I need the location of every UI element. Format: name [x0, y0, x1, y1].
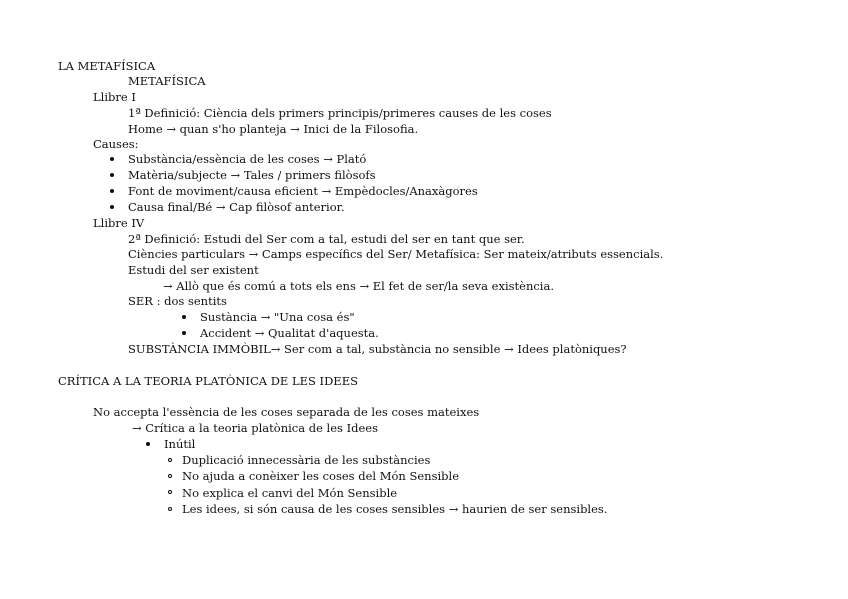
home-line: Home → quan s'ho planteja → Inici de la Filosofia.	[128, 122, 419, 136]
critique-point: No explica el canvi del Món Sensible	[182, 486, 398, 500]
critique-point: Les idees, si són causa de les coses sensibles → haurien de ser sensibles.	[182, 502, 608, 516]
bullet-icon	[110, 173, 114, 177]
circle-bullet-icon	[168, 490, 172, 494]
bullet-icon	[182, 331, 186, 335]
definition-1: 1ª Definició: Ciència dels primers principis/primeres causes de les coses	[128, 106, 552, 120]
critique-point: No ajuda a conèixer les coses del Món Sensible	[182, 469, 459, 483]
estudi-line: Estudi del ser existent	[128, 263, 259, 277]
substancia-line: SUBSTÀNCIA IMMÒBIL→ Ser com a tal, substància no sensible → Idees platòniques?	[128, 342, 627, 356]
bullet-icon	[110, 189, 114, 193]
causes-title: Causes:	[93, 137, 139, 151]
cause-item: Causa final/Bé → Cap filòsof anterior.	[128, 200, 345, 214]
critica-heading: CRÍTICA A LA TEORIA PLATÒNICA DE LES IDEES	[58, 374, 358, 388]
bullet-icon	[146, 442, 150, 446]
sentit-item: Sustància → "Una cosa és"	[200, 310, 355, 324]
bullet-icon	[110, 205, 114, 209]
subheading: METAFÍSICA	[128, 74, 206, 88]
sentit-item: Accident → Qualitat d'aquesta.	[200, 326, 379, 340]
bullet-icon	[110, 157, 114, 161]
definition-2: 2ª Definició: Estudi del Ser com a tal, estudi del ser en tant que ser.	[128, 232, 525, 246]
section-heading: LA METAFÍSICA	[58, 59, 156, 73]
cause-item: Matèria/subjecte → Tales / primers filòsofs	[128, 168, 376, 182]
llibre-1-title: Llibre I	[93, 90, 136, 104]
bullet-icon	[182, 315, 186, 319]
cause-item: Font de moviment/causa eficient → Empèdocles/Anaxàgores	[128, 184, 478, 198]
llibre-4-title: Llibre IV	[93, 216, 145, 230]
circle-bullet-icon	[168, 458, 172, 462]
ser-line: SER : dos sentits	[128, 294, 227, 308]
critique-point: Duplicació innecessària de les substàncies	[182, 453, 431, 467]
critica-line: → Crítica a la teoria platònica de les Idees	[132, 421, 379, 435]
circle-bullet-icon	[168, 507, 172, 511]
ciencies-line: Ciències particulars → Camps específics del Ser/ Metafísica: Ser mateix/atributs essencials.	[128, 247, 664, 261]
circle-bullet-icon	[168, 474, 172, 478]
cause-item: Substància/essència de les coses → Plató	[128, 152, 367, 166]
inutil-item: Inútil	[164, 437, 196, 451]
intro-line: No accepta l'essència de les coses separada de les coses mateixes	[93, 405, 480, 419]
allo-line: → Allò que és comú a tots els ens → El fet de ser/la seva existència.	[163, 279, 554, 293]
